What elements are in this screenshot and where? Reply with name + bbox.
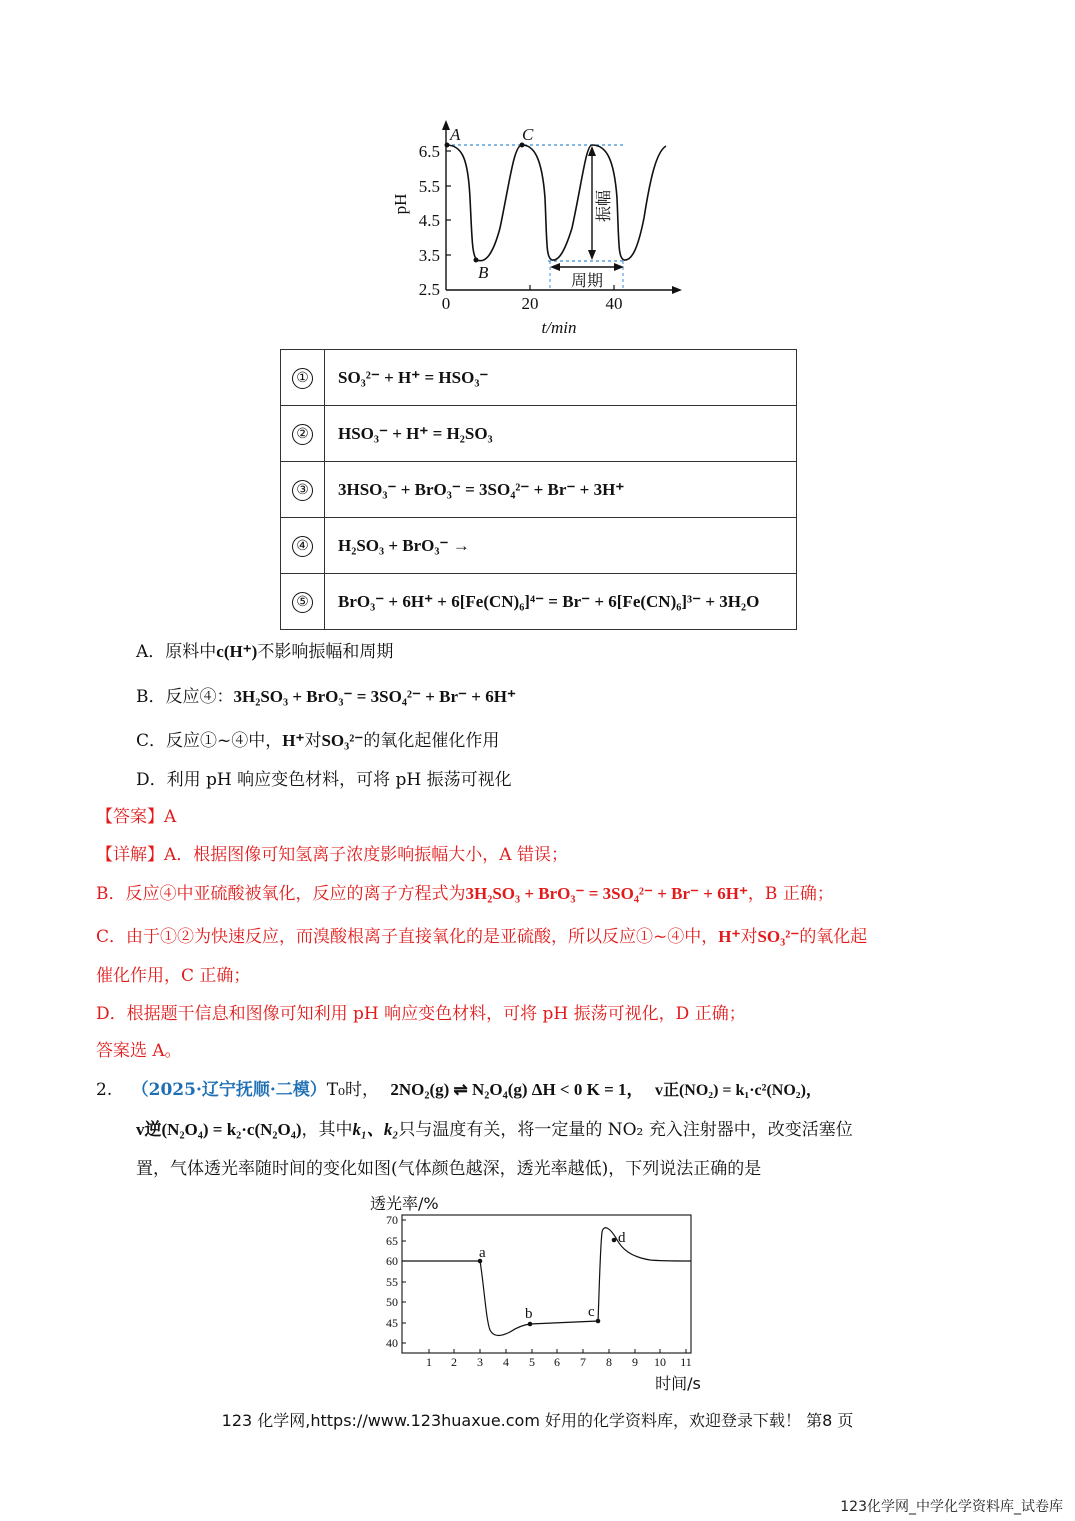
detail-line-2	[96, 882, 834, 906]
reaction-table	[280, 349, 797, 630]
x-tick: 2	[451, 1355, 457, 1369]
y-axis-label: 透光率/%	[370, 1194, 439, 1213]
detail-text: ，B 正确；	[747, 884, 834, 904]
x-tick: 1	[426, 1355, 432, 1369]
reaction-number: ①	[292, 368, 313, 389]
y-tick: 2.5	[418, 280, 440, 299]
detail-line-1: 【详解】A．根据图像可知氢离子浓度影响振幅大小，A 错误；	[96, 845, 568, 865]
reaction-equation: HSO₃⁻ + H⁺ = H₂SO₃	[325, 406, 797, 462]
detail-text: 对	[740, 927, 758, 947]
detail-text: B．反应④中亚硫酸被氧化，反应的离子方程式为	[96, 884, 466, 904]
point-d	[612, 1238, 617, 1243]
x-tick: 10	[654, 1355, 666, 1369]
option-c-formula: H⁺	[282, 731, 305, 750]
reaction-equation: BrO₃⁻ + 6H⁺ + 6[Fe(CN)₆]⁴⁻ = Br⁻ + 6[Fe(CN)₆]³⁻ + 3H₂O	[325, 574, 797, 630]
option-d-text: D．利用 pH 响应变色材料，可将 pH 振荡可视化	[136, 770, 512, 790]
reaction-equation: H₂SO₃ + BrO₃⁻ →	[325, 518, 797, 574]
question-text: ，其中	[301, 1120, 353, 1140]
y-tick: 60	[386, 1254, 398, 1268]
y-tick: 65	[386, 1234, 398, 1248]
answer	[96, 805, 176, 829]
option-b-text: B．反应④：	[136, 687, 234, 707]
ph-oscillation-chart	[380, 118, 690, 340]
detail-formula: 3H₂SO₃ + BrO₃⁻ = 3SO₄²⁻ + Br⁻ + 6H⁺	[465, 884, 748, 903]
rate-constants: k₁、k₂	[352, 1120, 399, 1139]
table-row	[281, 462, 797, 518]
rate-formula-forward: v正(NO₂) = k₁·c²(NO₂)，	[654, 1082, 822, 1099]
x-tick: 0	[441, 294, 451, 313]
question-text: T₀时，	[326, 1080, 379, 1100]
detail-line-3	[96, 925, 867, 949]
reaction-number: ③	[292, 480, 313, 501]
point-c	[596, 1319, 601, 1324]
y-tick: 70	[386, 1213, 398, 1227]
option-c[interactable]	[136, 729, 499, 753]
reaction-equation: 3HSO₃⁻ + BrO₃⁻ = 3SO₄²⁻ + Br⁻ + 3H⁺	[325, 462, 797, 518]
x-tick: 3	[477, 1355, 483, 1369]
x-axis-label: t/min	[541, 318, 577, 337]
answer-label: 【答案】	[96, 807, 164, 827]
detail-line-4: 催化作用，C 正确；	[96, 966, 251, 986]
detail-formula: SO₃²⁻	[757, 927, 800, 946]
option-c-formula-2: SO₃²⁻	[321, 731, 364, 750]
detail-formula: H⁺	[718, 927, 741, 946]
y-tick: 5.5	[418, 177, 440, 196]
detail-line-5: D．根据题干信息和图像可知利用 pH 响应变色材料，可将 pH 振荡可视化，D 正确；	[96, 1004, 746, 1024]
question-2-line-2	[136, 1118, 853, 1142]
x-tick: 7	[580, 1355, 586, 1369]
y-tick: 40	[386, 1336, 398, 1350]
option-a-text-2: 不影响振幅和周期	[257, 642, 394, 662]
option-a-text: A．原料中	[136, 642, 217, 662]
point-label: C	[522, 125, 534, 144]
answer-value: A	[164, 807, 177, 827]
point-b	[474, 258, 479, 263]
point-label: a	[479, 1245, 486, 1261]
page-footer: 123 化学网,https://www.123huaxue.com 好用的化学资料库，欢迎登录下载！ 第8 页	[221, 1411, 854, 1430]
question-2-line-1	[96, 1078, 822, 1103]
plot-frame	[402, 1215, 691, 1353]
x-tick: 6	[554, 1355, 560, 1369]
point-label: b	[525, 1306, 533, 1322]
y-tick: 6.5	[418, 142, 440, 161]
table-row	[281, 518, 797, 574]
transmittance-chart	[360, 1190, 710, 1395]
question-source: （2025·辽宁抚顺·二模）	[131, 1080, 327, 1100]
detail-text: C．由于①②为快速反应，而溴酸根离子直接氧化的是亚硫酸，所以反应①~④中，	[96, 927, 719, 947]
option-c-text: C．反应①~④中，	[136, 731, 283, 751]
period-label: 周期	[570, 271, 604, 290]
point-label: c	[588, 1304, 595, 1320]
x-tick: 8	[606, 1355, 612, 1369]
reaction-number: ⑤	[292, 592, 313, 613]
x-axis-label: 时间/s	[655, 1374, 701, 1393]
detail-text: 的氧化起	[799, 927, 868, 947]
option-d[interactable]	[136, 768, 512, 792]
option-c-text-2: 对	[304, 731, 322, 751]
reaction-equation: SO₃²⁻ + H⁺ = HSO₃⁻	[325, 350, 797, 406]
point-label: B	[478, 263, 489, 282]
x-tick: 9	[632, 1355, 638, 1369]
point-label: d	[618, 1230, 626, 1246]
point-b	[528, 1322, 533, 1327]
detail-line-6: 答案选 A。	[96, 1041, 182, 1061]
y-tick: 4.5	[418, 211, 440, 230]
reaction-number: ②	[292, 424, 313, 445]
transmittance-curve	[402, 1228, 691, 1336]
equilibrium-formula: 2NO₂(g) ⇌ N₂O₄(g) ΔH < 0 K = 1，	[390, 1080, 644, 1099]
x-tick: 4	[503, 1355, 509, 1369]
amplitude-label: 振幅	[594, 189, 613, 223]
y-tick: 45	[386, 1316, 398, 1330]
table-row	[281, 406, 797, 462]
option-b[interactable]	[136, 685, 516, 709]
point-a	[445, 143, 450, 148]
option-b-formula: 3H₂SO₃ + BrO₃⁻ = 3SO₄²⁻ + Br⁻ + 6H⁺	[233, 687, 516, 706]
y-axis-label: pH	[391, 193, 410, 215]
y-tick: 3.5	[418, 246, 440, 265]
option-c-text-3: 的氧化起催化作用	[363, 731, 500, 751]
x-tick: 11	[680, 1355, 692, 1369]
table-row	[281, 350, 797, 406]
option-a[interactable]	[136, 640, 393, 664]
rate-formula-reverse: v逆(N₂O₄) = k₂·c(N₂O₄)	[136, 1120, 302, 1139]
y-tick: 50	[386, 1295, 398, 1309]
question-number: 2.	[96, 1080, 113, 1100]
x-tick: 40	[605, 294, 623, 313]
table-row	[281, 574, 797, 630]
y-tick: 55	[386, 1275, 398, 1289]
reaction-number: ④	[292, 536, 313, 557]
ph-curve	[446, 145, 666, 261]
x-tick: 20	[521, 294, 539, 313]
x-tick: 5	[529, 1355, 535, 1369]
option-a-formula: c(H⁺)	[216, 642, 258, 661]
watermark: 123化学网_中学化学资料库_试卷库	[840, 1499, 1063, 1515]
point-label: A	[450, 125, 461, 144]
question-text: 只与温度有关，将一定量的 NO₂ 充入注射器中，改变活塞位	[398, 1120, 853, 1140]
question-2-line-3: 置，气体透光率随时间的变化如图(气体颜色越深，透光率越低)，下列说法正确的是	[136, 1159, 762, 1179]
